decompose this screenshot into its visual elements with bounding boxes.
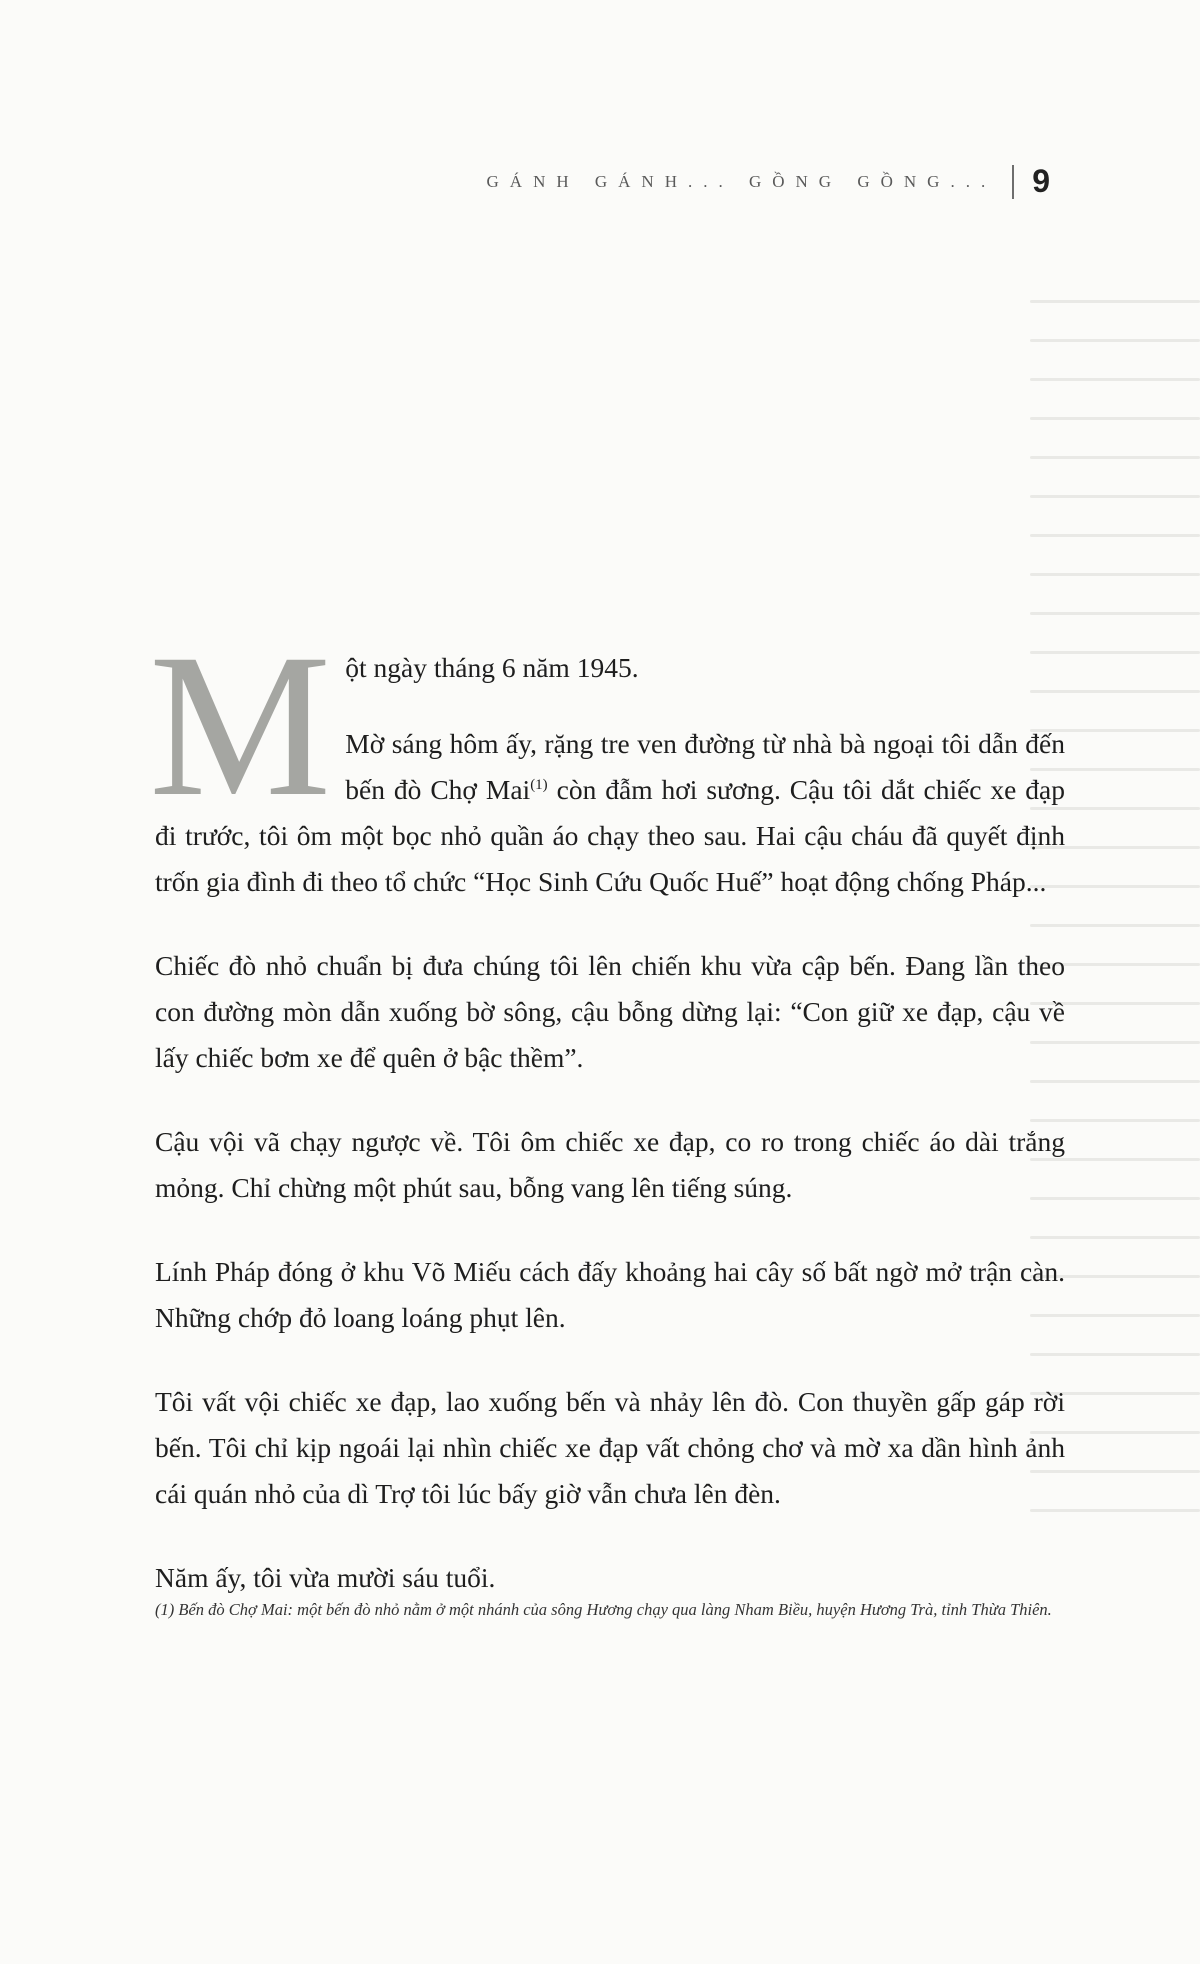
- running-head: [450, 163, 1050, 200]
- paragraph: Tôi vất vội chiếc xe đạp, lao xuống bến và nhảy lên đò. Con thuyền gấp gáp rời bến. Tôi chỉ kịp ngoái lại nhìn chiếc xe đạp vất chỏng chơ và mờ xa dần hình ảnh cái quán nhỏ của dì Trợ tôi lúc bấy giờ vẫn chưa lên đèn.: [155, 1386, 1065, 1509]
- paragraph: Lính Pháp đóng ở khu Võ Miếu cách đấy khoảng hai cây số bất ngờ mở trận càn. Những chớp đỏ loang loáng phụt lên.: [155, 1256, 1065, 1333]
- running-title: GÁNH GÁNH... GỒNG GỒNG...: [486, 171, 997, 191]
- header-divider: [1012, 165, 1014, 199]
- paragraph: Chiếc đò nhỏ chuẩn bị đưa chúng tôi lên chiến khu vừa cập bến. Đang lần theo con đường mòn dẫn xuống bờ sông, cậu bỗng dừng lại: “Con giữ xe đạp, cậu về lấy chiếc bơm xe để quên ở bậc thềm”.: [155, 950, 1065, 1073]
- paragraph: Cậu vội vã chạy ngược về. Tôi ôm chiếc xe đạp, co ro trong chiếc áo dài trắng mỏng. Chỉ chừng một phút sau, bỗng vang lên tiếng súng.: [155, 1126, 1065, 1203]
- page-number: 9: [1032, 163, 1050, 199]
- paragraph-text: Mờ sáng hôm ấy, rặng tre ven đường từ nhà bà ngoại tôi dẫn đến bến đò Chợ Mai: [345, 728, 1065, 805]
- opening-line: ột ngày tháng 6 năm 1945.: [345, 652, 639, 683]
- footnote: (1) Bến đò Chợ Mai: một bến đò nhỏ nằm ở một nhánh của sông Hương chạy qua làng Nham Biều, huyện Hương Trà, tỉnh Thừa Thiên.: [155, 1600, 1052, 1619]
- drop-cap: M: [149, 612, 332, 839]
- paragraph: Năm ấy, tôi vừa mười sáu tuổi.: [155, 1562, 496, 1593]
- paragraph-text: còn đẫm hơi sương. Cậu tôi dắt chiếc xe đạp đi trước, tôi ôm một bọc nhỏ quần áo chạy theo sau. Hai cậu cháu đã quyết định trốn gia đình đi theo tổ chức “Học Sinh Cứu Quốc Huế” hoạt động chống Pháp...: [155, 774, 1065, 897]
- chapter-body: [149, 612, 1065, 1639]
- paragraph-opening: [149, 612, 1065, 905]
- footnote-reference: (1): [530, 776, 548, 793]
